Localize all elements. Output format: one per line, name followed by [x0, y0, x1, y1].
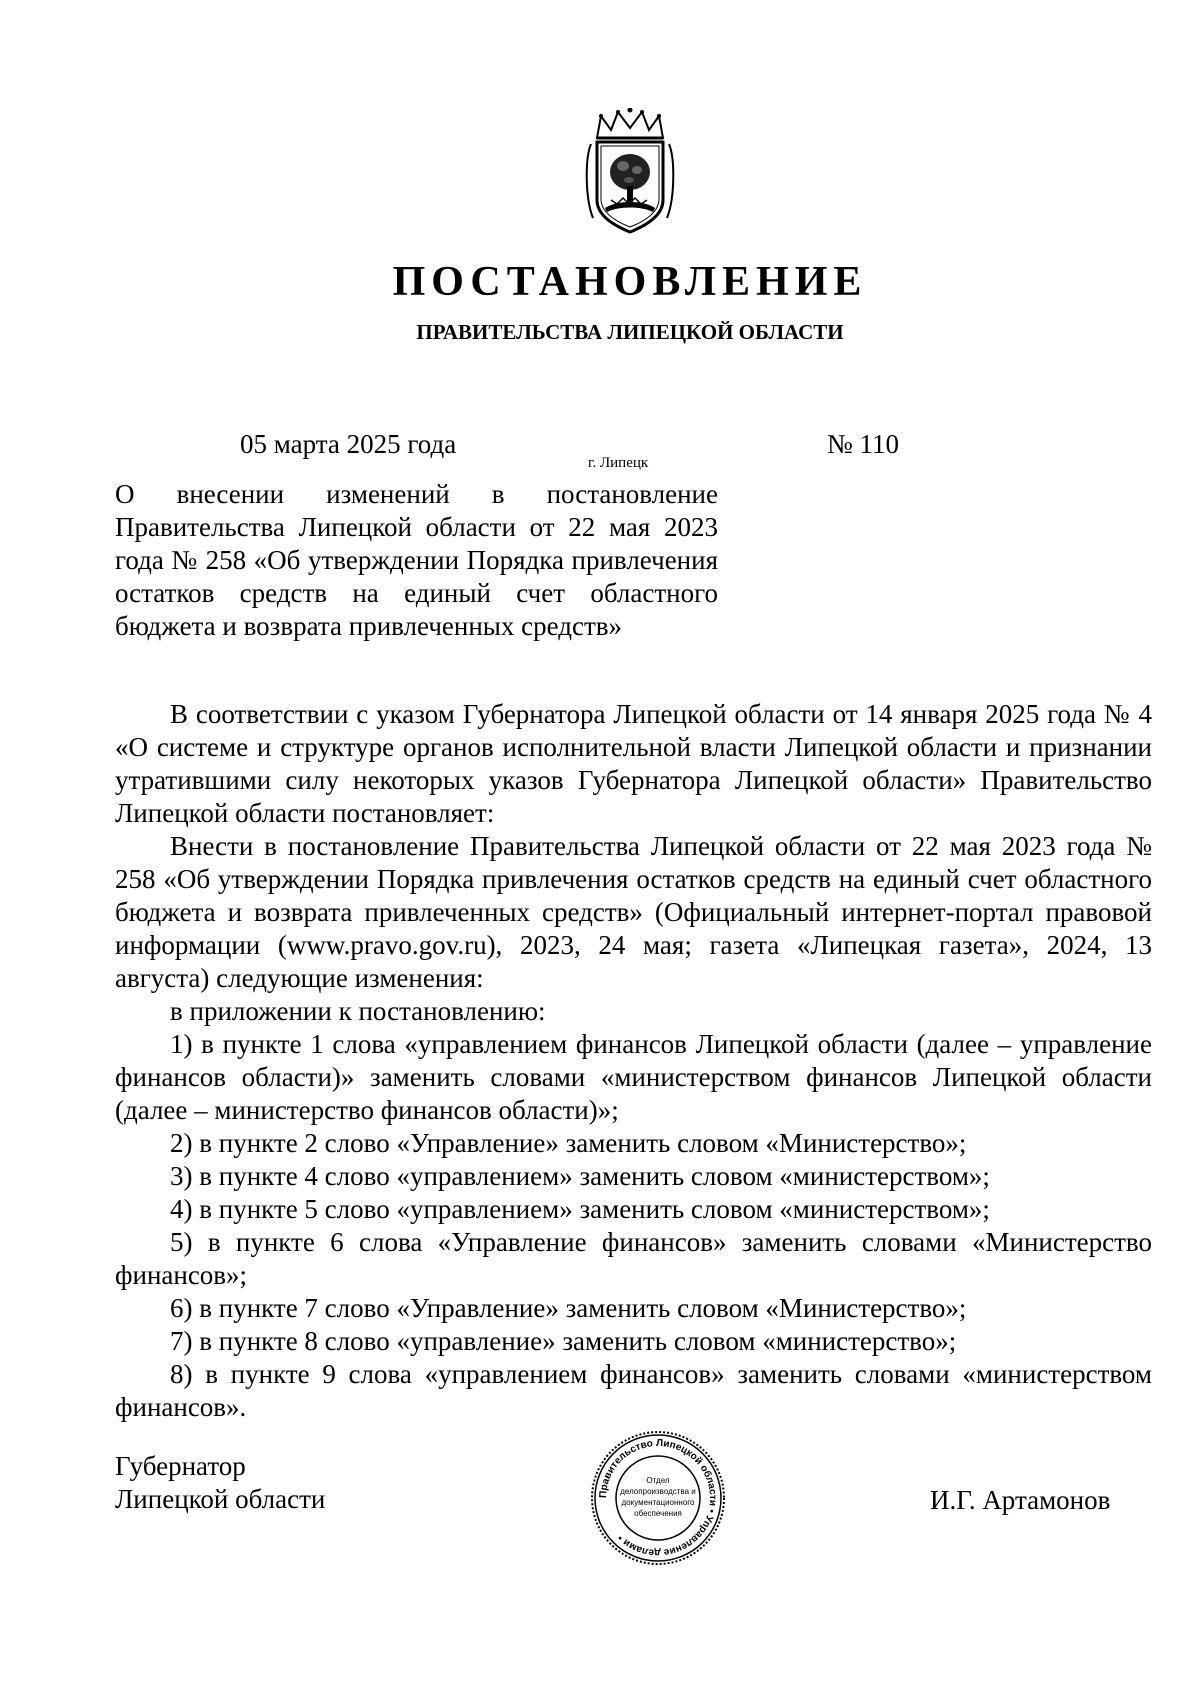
document-date: 05 марта 2025 года — [240, 429, 457, 459]
body-paragraph: 5) в пункте 6 слова «Управление финансов» заменить словами «Министерство финансов»; — [115, 1227, 1152, 1290]
signatory-name: И.Г. Артамонов — [930, 1485, 1111, 1515]
body-paragraph: Внести в постановление Правительства Липецкой области от 22 мая 2023 года № 258 «Об утверждении Порядка привлечения остатков средств на единый счет областного бюджета и возврата привлеченных средств» (Официальный интернет-портал правовой информации (www.pravo.gov.ru), 2023, 24 мая; газета «Липецкая газета», 2024, 13 августа) следующие изменения: — [115, 831, 1152, 993]
stamp-center-line: документационного — [621, 1498, 695, 1507]
stamp-ring-text: Правительство Липецкой области • Управление делами • — [597, 1437, 719, 1559]
document-subject: О внесении изменений в постановление Правительства Липецкой области от 22 мая 2023 года № 258 «Об утверждении Порядка привлечения остатков средств на единый счет областного бюджета и возврата привлеченных средств» — [115, 479, 718, 641]
body-paragraph: 1) в пункте 1 слова «управлением финансов Липецкой области (далее – управление финансов области)» заменить словами «министерством финансов Липецкой области (далее – министерство финансов области)»; — [115, 1029, 1152, 1125]
stamp-center-line: обеспечения — [634, 1509, 682, 1518]
document-body — [115, 698, 1152, 1424]
body-paragraph: в приложении к постановлению: — [170, 996, 546, 1026]
document-subtitle: ПРАВИТЕЛЬСТВА ЛИПЕЦКОЙ ОБЛАСТИ — [416, 320, 844, 344]
body-paragraph: 3) в пункте 4 слово «управлением» заменить словом «министерством»; — [170, 1161, 990, 1191]
official-stamp-icon — [588, 1428, 728, 1568]
coat-of-arms-icon — [583, 108, 677, 236]
body-paragraph: 2) в пункте 2 слово «Управление» заменить словом «Министерство»; — [170, 1128, 967, 1158]
signatory-position — [115, 1450, 325, 1516]
body-paragraph: 6) в пункте 7 слово «Управление» заменить словом «Министерство»; — [170, 1293, 967, 1323]
document-title: ПОСТАНОВЛЕНИЕ — [392, 259, 868, 305]
body-paragraph: 8) в пункте 9 слова «управлением финансов» заменить словами «министерством финансов». — [115, 1359, 1152, 1422]
body-paragraph: 7) в пункте 8 слово «управление» заменить словом «министерство»; — [170, 1326, 957, 1356]
signatory-position-line: Губернатор — [115, 1451, 246, 1481]
body-paragraph: 4) в пункте 5 слово «управлением» заменить словом «министерством»; — [170, 1194, 990, 1224]
document-number: № 110 — [827, 429, 900, 459]
stamp-center-line: Отдел — [646, 1476, 670, 1485]
body-paragraph: В соответствии с указом Губернатора Липецкой области от 14 января 2025 года № 4 «О системе и структуре органов исполнительной власти Липецкой области и признании утратившими силу некоторых указов Губернатора Липецкой области» Правительство Липецкой области постановляет: — [115, 699, 1152, 828]
signatory-position-line: Липецкой области — [115, 1484, 326, 1514]
stamp-center-line: делопроизводства и — [620, 1487, 696, 1496]
document-city: г. Липецк — [588, 455, 649, 471]
